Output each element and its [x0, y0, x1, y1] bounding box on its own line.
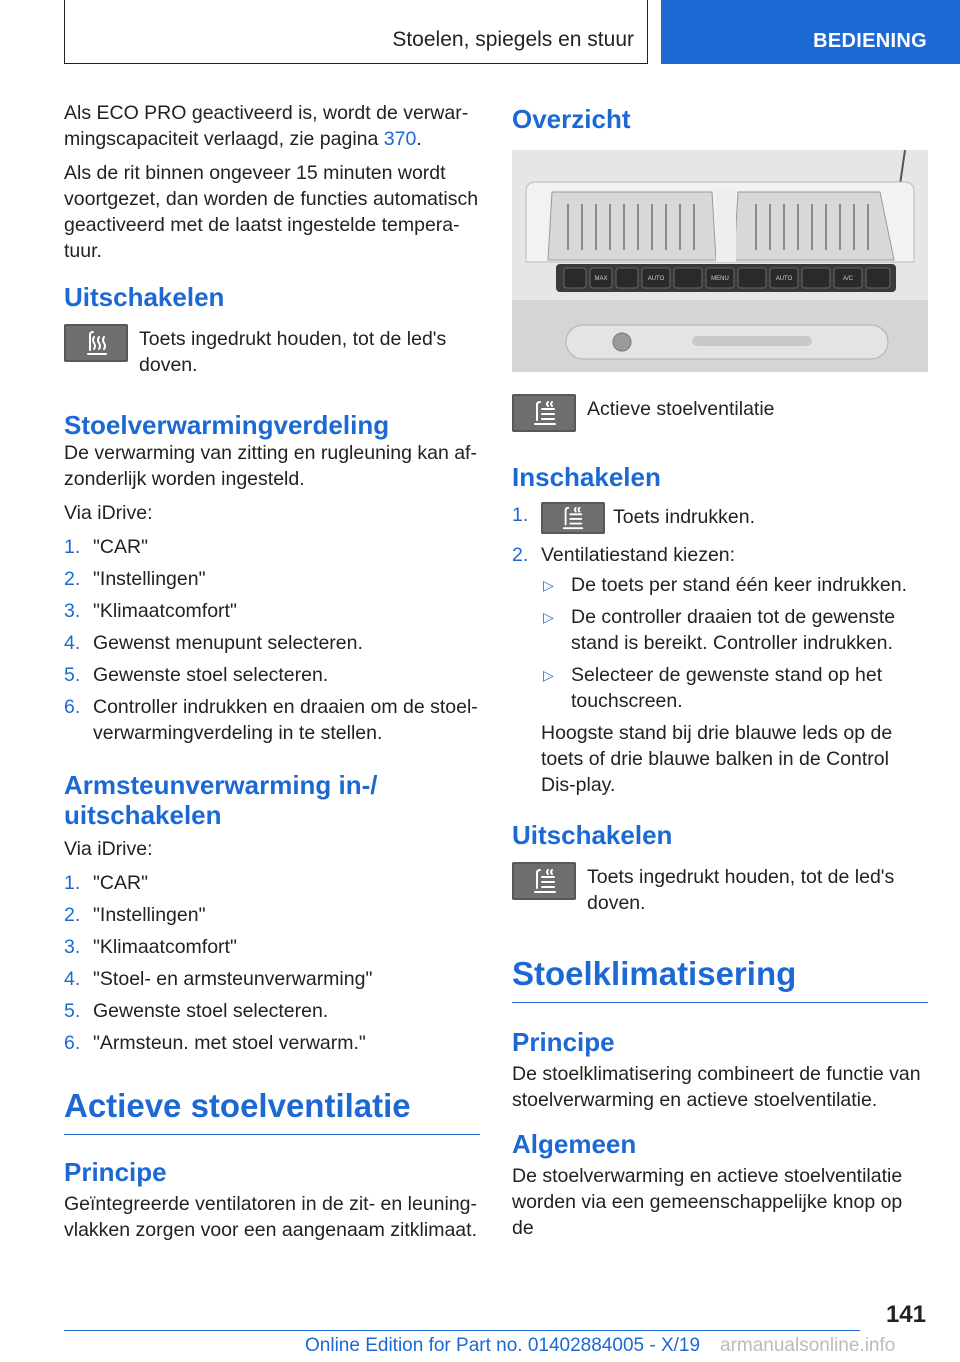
- list-item: [64, 934, 480, 960]
- step-number: 3.: [64, 936, 81, 958]
- step-text: "CAR": [93, 872, 149, 894]
- heading-algemeen: Algemeen: [512, 1129, 637, 1159]
- bullet-text: De controller draaien tot de gewenste stand is bereikt. Controller indrukken.: [571, 606, 896, 654]
- section-title: Stoelen, spiegels en stuur: [392, 28, 634, 51]
- step-text: Gewenste stoel selecteren.: [93, 1000, 329, 1022]
- step-number: 5.: [64, 664, 81, 686]
- watermark: armanualsonline.info: [720, 1335, 896, 1356]
- heading-uitschakelen: Uitschakelen: [64, 282, 225, 312]
- list-item: [64, 1030, 480, 1056]
- algemeen-text: De stoelverwarming en actieve stoelventilatie worden via een gemeenschappelijke knop op de: [512, 1165, 903, 1239]
- step-number: 1.: [64, 536, 81, 558]
- footer-rule: [64, 1330, 860, 1331]
- list-item: [64, 902, 480, 928]
- bullet-text: Selecteer de gewenste stand op het touchscreen.: [571, 664, 883, 712]
- step-number: 2.: [64, 904, 81, 926]
- list-item: [512, 542, 928, 798]
- list-item: [64, 566, 480, 592]
- steps-list-1: [64, 534, 480, 746]
- principe-text-right: De stoelklimatisering combineert de functie van stoelverwarming en actieve stoelventilatie.: [512, 1063, 921, 1111]
- list-item: [64, 870, 480, 896]
- heading-actieve-stoelventilatie: Actieve stoelventilatie: [64, 1087, 411, 1124]
- dashboard-photo: [512, 150, 928, 372]
- uitschakelen-row: [64, 324, 480, 378]
- list-item: [64, 966, 480, 992]
- step-text: "Klimaatcomfort": [93, 600, 237, 622]
- photo-label-auto-left: AUTO: [647, 276, 665, 282]
- step-text: "Armsteun. met stoel verwarm.": [93, 1032, 366, 1054]
- list-item: [512, 502, 928, 536]
- step-text: "Klimaatcomfort": [93, 936, 237, 958]
- intro-paragraph-2: Als de rit binnen ongeveer 15 minuten wordt voortgezet, dan worden de functies automatisch geactiveerd met de laatst ingestelde tempera-tuur.: [64, 162, 479, 262]
- step-text: Controller indrukken en draaien om de stoel-verwarmingverdeling in te stellen.: [93, 696, 478, 744]
- photo-label-menu: MENU: [711, 276, 729, 282]
- step-number: 2.: [512, 544, 529, 566]
- step-text: "Instellingen": [93, 904, 206, 926]
- triangle-bullet-icon: ▷: [543, 609, 554, 625]
- bullet-item: [541, 662, 928, 714]
- left-column: [64, 100, 480, 1251]
- step-number: 2.: [64, 568, 81, 590]
- edition-text: Online Edition for Part no. 01402884005 - X/19: [305, 1335, 701, 1356]
- triangle-bullet-icon: ▷: [543, 577, 554, 593]
- step-number: 1.: [512, 504, 529, 526]
- heading-uitschakelen-right: Uitschakelen: [512, 820, 673, 850]
- triangle-bullet-icon: ▷: [543, 667, 554, 683]
- list-item: [64, 630, 480, 656]
- seat-ventilation-button-icon: [512, 394, 576, 432]
- step-text: Gewenste stoel selecteren.: [93, 664, 329, 686]
- right-column: [512, 100, 928, 1249]
- page-number: 141: [885, 1301, 926, 1328]
- section-rule: [64, 1134, 480, 1135]
- hoogste-text: Hoogste stand bij drie blauwe leds op de toets of drie blauwe balken in de Control Dis-play.: [541, 722, 893, 796]
- photo-label-max: MAX: [594, 276, 608, 282]
- step-number: 3.: [64, 600, 81, 622]
- inschakelen-steps: [512, 502, 928, 798]
- bullet-item: [541, 572, 928, 598]
- step-number: 1.: [64, 872, 81, 894]
- photo-label-ac: A/C: [842, 276, 854, 282]
- step-number: 4.: [64, 968, 81, 990]
- step-number: 6.: [64, 696, 81, 718]
- chapter-tab-label: BEDIENING: [813, 30, 927, 52]
- heading-armsteunverwarming: Armsteunverwarming in-/ uitschakelen: [64, 770, 378, 830]
- step-text: "CAR": [93, 536, 149, 558]
- intro-paragraph-1: [64, 100, 480, 152]
- step-text: Toets indrukken.: [613, 506, 755, 529]
- list-item: [64, 662, 480, 688]
- page-link[interactable]: 370: [383, 128, 417, 150]
- intro-text-end: .: [416, 128, 422, 150]
- uitschakelen-row-right: [512, 862, 928, 916]
- bullet-item: [541, 604, 928, 656]
- heading-overzicht: Overzicht: [512, 104, 631, 134]
- list-item: [64, 598, 480, 624]
- step-number: 4.: [64, 632, 81, 654]
- list-item: [64, 998, 480, 1024]
- heading-stoelverwarmingverdeling: Stoelverwarmingverdeling: [64, 410, 390, 440]
- heading-principe: Principe: [64, 1157, 167, 1187]
- section-rule-right: [512, 1002, 928, 1003]
- seat-heating-button-icon: [64, 324, 128, 362]
- photo-label-auto-right: AUTO: [775, 276, 793, 282]
- step-text: Ventilatiestand kiezen:: [541, 544, 736, 566]
- actieve-label: Actieve stoelventilatie: [587, 398, 775, 420]
- step-number: 6.: [64, 1032, 81, 1054]
- list-item: [64, 534, 480, 560]
- step-text: "Stoel- en armsteunverwarming": [93, 968, 373, 990]
- inline-ventilation-icon: [541, 502, 605, 534]
- heading-inschakelen: Inschakelen: [512, 462, 661, 492]
- list-item: [64, 694, 480, 746]
- intro-text: Als ECO PRO geactiveerd is, wordt de verwar-mingscapaciteit verlaagd, zie pagina: [64, 102, 469, 150]
- via-idrive-1: Via iDrive:: [64, 502, 153, 524]
- verdeling-text: De verwarming van zitting en rugleuning kan af-zonderlijk worden ingesteld.: [64, 442, 477, 490]
- via-idrive-2: Via iDrive:: [64, 838, 153, 860]
- uitschakelen-text-right: Toets ingedrukt houden, tot de led's doven.: [587, 866, 895, 914]
- heading-principe-right: Principe: [512, 1027, 615, 1057]
- mode-bullets: [541, 572, 928, 714]
- bullet-text: De toets per stand één keer indrukken.: [571, 574, 908, 596]
- principe-text: Geïntegreerde ventilatoren in de zit- en leuning-vlakken zorgen voor een aangenaam zitklimaat.: [64, 1193, 478, 1241]
- uitschakelen-text: Toets ingedrukt houden, tot de led's doven.: [139, 328, 447, 376]
- seat-ventilation-off-icon: [512, 862, 576, 900]
- step-number: 5.: [64, 1000, 81, 1022]
- step-text: Gewenst menupunt selecteren.: [93, 632, 363, 654]
- chapter-tab[interactable]: [661, 0, 960, 64]
- heading-stoelklimatisering: Stoelklimatisering: [512, 955, 797, 992]
- actieve-row: [512, 394, 928, 434]
- steps-list-2: [64, 870, 480, 1056]
- step-text: "Instellingen": [93, 568, 206, 590]
